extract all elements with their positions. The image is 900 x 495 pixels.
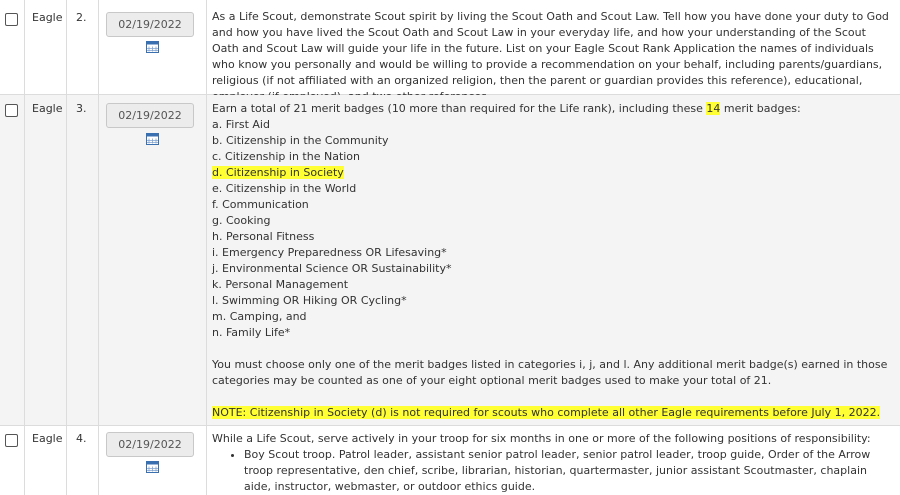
complete-checkbox[interactable] — [5, 434, 18, 447]
badge-item — [212, 165, 896, 181]
position-list — [212, 447, 896, 495]
requirement-number: 3. — [76, 102, 87, 115]
requirement-intro — [212, 101, 896, 117]
highlighted-note: NOTE: Citizenship in Society (d) is not required for scouts who complete all other Eagle requirements before July 1, 2022. — [212, 406, 881, 419]
rank-label: Eagle — [32, 11, 63, 24]
complete-checkbox[interactable] — [5, 104, 18, 117]
calendar-icon[interactable] — [146, 461, 159, 473]
requirement-number: 4. — [76, 432, 87, 445]
list-item: • Boy Scout troop. Patrol leader, assistant senior patrol leader, senior patrol leader, troop guide, Order of the Arrow troop representative, den chief, scribe, librarian, historian, quartermaster, junior assistant Scoutmaster, chaplain aide, instructor, webmaster, or outdoor ethics guide. — [244, 447, 896, 495]
intro-text: Earn a total of 21 merit badges (10 more than required for the Life rank), including these — [212, 102, 707, 115]
calendar-icon[interactable] — [146, 41, 159, 53]
badge-item: l. Swimming OR Hiking OR Cycling* — [212, 294, 407, 307]
badge-item: f. Communication — [212, 198, 309, 211]
requirement-number: 2. — [76, 11, 87, 24]
badge-item: h. Personal Fitness — [212, 230, 315, 243]
choice-note: You must choose only one of the merit badges listed in categories i, j, and l. Any additional merit badge(s) earned in those categories may be counted as one of your eight optional merit badges used to make your total of 21. — [212, 358, 888, 387]
requirement-text: As a Life Scout, demonstrate Scout spirit by living the Scout Oath and Scout Law. Tell how you have done your duty to God and how you have lived the Scout Oath and Scout Law in your everyday life, and how your understanding of the Scout Oath and Scout Law will guide your life in the future. List on your Eagle Scout Rank Application the names of individuals who know you personally and would be willing to provide a recommendation on your behalf, including parents/guardians, religious (if not affiliated with an organized religion, then the parent or guardian provides this reference), educational, — [212, 10, 889, 87]
badge-item: b. Citizenship in the Community — [212, 134, 389, 147]
date-input[interactable]: 02/19/2022 — [106, 12, 194, 37]
date-input[interactable]: 02/19/2022 — [106, 432, 194, 457]
intro-text-end: merit badges: — [720, 102, 801, 115]
badge-item: n. Family Life* — [212, 326, 291, 339]
date-input[interactable]: 02/19/2022 — [106, 103, 194, 128]
highlight-count: 14 — [706, 102, 721, 115]
note-line — [212, 405, 896, 421]
requirement-row — [0, 426, 900, 495]
badge-item: a. First Aid — [212, 118, 270, 131]
requirement-intro: While a Life Scout, serve actively in your troop for six months in one or more of the following positions of responsibility: — [212, 432, 871, 445]
badge-item: e. Citizenship in the World — [212, 182, 357, 195]
badge-item: c. Citizenship in the Nation — [212, 150, 361, 163]
badge-item: m. Camping, and — [212, 310, 307, 323]
badge-item: j. Environmental Science OR Sustainability* — [212, 262, 452, 275]
badge-item: k. Personal Management — [212, 278, 349, 291]
rank-label: Eagle — [32, 102, 63, 115]
requirement-row — [0, 0, 900, 95]
requirement-row — [0, 95, 900, 426]
rank-label: Eagle — [32, 432, 63, 445]
badge-item: g. Cooking — [212, 214, 271, 227]
complete-checkbox[interactable] — [5, 13, 18, 26]
badge-item: i. Emergency Preparedness OR Lifesaving* — [212, 246, 447, 259]
calendar-icon[interactable] — [146, 133, 159, 145]
highlighted-badge: d. Citizenship in Society — [212, 166, 344, 179]
